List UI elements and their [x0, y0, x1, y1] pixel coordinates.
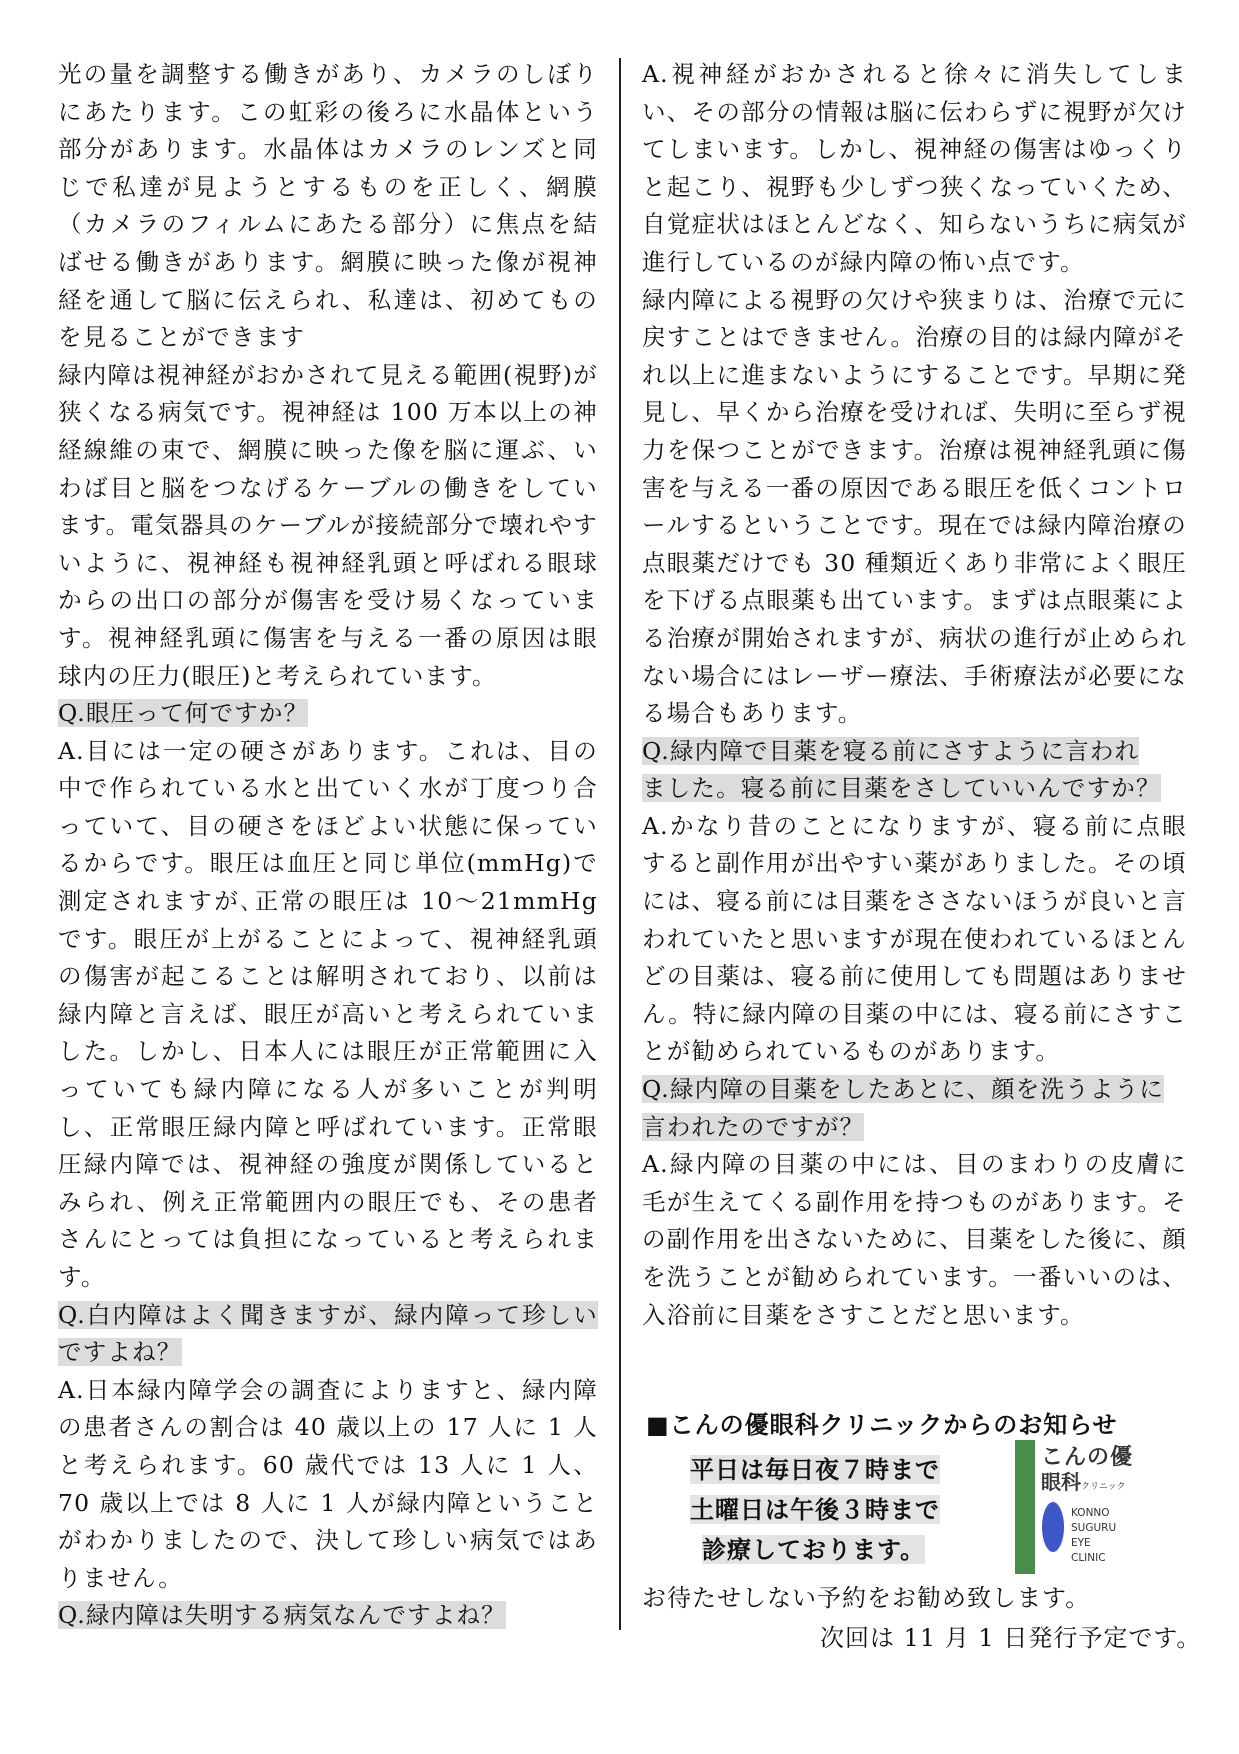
clinic-logo — [1015, 1440, 1145, 1574]
answer-wash-face: A.緑内障の目薬の中には、目のまわりの皮膚に毛が生えてくる副作用を持つものがあります。その副作用を出さないために、目薬をした後に、顔を洗うことが勧められています。一番いいのは、入浴前に目薬をさすことだと思います。 — [642, 1150, 1187, 1329]
question-text-line2: ました。寝る前に目薬をさしていいんですか？ — [642, 774, 1161, 803]
logo-blue-oval-icon — [1042, 1502, 1064, 1552]
question-glaucoma-rare — [58, 1297, 598, 1372]
hours-saturday: 土曜日は午後３時まで — [690, 1495, 940, 1524]
answer-glaucoma-rare: A.日本緑内障学会の調査によりますと、緑内障の患者さんの割合は 40 歳以上の 17 人に 1 人と考えられます。60 歳代では 13 人に 1 人、70 歳以上では 8 人に 1 人が緑内障ということがわかりましたので、決して珍しい病気ではありません。 — [58, 1375, 598, 1592]
question-text-line1: Q.緑内障の目薬をしたあとに、顔を洗うように — [642, 1075, 1164, 1104]
logo-en-line: CLINIC — [1071, 1552, 1106, 1564]
question-intraocular-pressure — [58, 695, 598, 733]
logo-eye-text: 眼科 — [1041, 1470, 1081, 1494]
next-issue-note: 次回は 11 月 1 日発行予定です。 — [820, 1624, 1202, 1652]
left-column — [58, 56, 598, 1635]
hours-note: 診療しております。 — [702, 1535, 926, 1564]
answer-bedtime-drops: A.かなり昔のことになりますが、寝る前に点眼すると副作用が出やすい薬がありました。その頃には、寝る前には目薬をささないほうが良いと言われていたと思いますが現在使われているほとんどの目薬は、寝る前に使用しても問題はありません。特に緑内障の目薬の中には、寝る前にさすことが勧められているものがあります。 — [642, 811, 1187, 1066]
logo-name-jp2 — [1041, 1466, 1125, 1495]
column-divider — [619, 58, 621, 1630]
notice-title: ■こんの優眼科クリニックからのお知らせ — [646, 1410, 1118, 1439]
logo-name-jp: こんの優 — [1041, 1445, 1134, 1470]
question-wash-face — [642, 1071, 1187, 1146]
question-text: Q.白内障はよく聞きますが、緑内障って珍しいですよね？ — [58, 1300, 598, 1367]
logo-name-en — [1071, 1506, 1116, 1566]
question-blindness — [58, 1597, 598, 1635]
logo-en-line: EYE — [1071, 1537, 1091, 1549]
question-text-line1: Q.緑内障で目薬を寝る前にさすように言われ — [642, 736, 1140, 765]
paragraph-glaucoma-definition: 緑内障は視神経がおかされて見える範囲(視野)が狭くなる病気です。視神経は 100 万本以上の神経線維の束で、網膜に映った像を脳に運ぶ、いわば目と脳をつなげるケーブルの働きをしています。電気器具のケーブルが接続部分で壊れやすいように、視神経も視神経乳頭と呼ばれる眼球からの出口の部分が傷害を受け易くなっています。視神経乳頭に傷害を与える一番の原因は眼球内の圧力(眼圧)と考えられています。 — [58, 360, 598, 690]
right-column — [642, 56, 1187, 1334]
answer-intraocular-pressure: A.目には一定の硬さがあります。これは、目の中で作られている水と出ていく水が丁度つり合っていて、目の硬さをほどよい状態に保っているからです。眼圧は血圧と同じ単位(mmHg)で測定されますが､正常の眼圧は 10～21mmHg です。眼圧が上がることによって、視神経乳頭の傷害が起こることは解明されており、以前は緑内障と言えば、眼圧が高いと考えられていました。しかし、日本人には眼圧が正常範囲に入っていても緑内障になる人が多いことが判明し、正常眼圧緑内障と呼ばれています。正常眼圧緑内障では、視神経の強度が関係しているとみられ、例え正常範囲内の眼圧でも、その患者さんにとっては負担になっていると考えられます。 — [58, 736, 598, 1291]
reservation-note: お待たせしない予約をお勧め致します。 — [642, 1584, 1091, 1612]
answer-blindness: A.視神経がおかされると徐々に消失してしまい、その部分の情報は脳に伝わらずに視野が欠けてしまいます。しかし、視神経の傷害はゆっくりと起こり、視野も少しずつ狭くなっていくため、自覚症状はほとんどなく、知らないうちに病気が進行しているのが緑内障の怖い点です。 — [642, 60, 1187, 276]
question-text: Q.眼圧って何ですか？ — [58, 699, 309, 728]
logo-en-line: SUGURU — [1071, 1522, 1117, 1534]
logo-clinic-text: クリニック — [1081, 1482, 1126, 1492]
question-bedtime-drops — [642, 733, 1187, 808]
question-text-line2: 言われたのですが？ — [642, 1112, 865, 1141]
paragraph-treatment: 緑内障による視野の欠けや狭まりは、治療で元に戻すことはできません。治療の目的は緑内障がそれ以上に進まないようにすることです。早期に発見し、早くから治療を受ければ、失明に至らず視力を保つことができます。治療は視神経乳頭に傷害を与える一番の原因である眼圧を低くコントロールするということです。現在では緑内障治療の点眼薬だけでも 30 種類近くあり非常によく眼圧を下げる点眼薬も出ています。まずは点眼薬による治療が開始されますが、病状の進行が止められない場合にはレーザー療法、手術療法が必要になる場合もあります。 — [642, 285, 1187, 728]
hours-weekday: 平日は毎日夜７時まで — [690, 1455, 940, 1484]
paragraph-iris: 光の量を調整する働きがあり、カメラのしぼりにあたります。この虹彩の後ろに水晶体という部分があります。水晶体はカメラのレンズと同じで私達が見ようとするものを正しく、網膜（カメラのフィルムにあたる部分）に焦点を結ばせる働きがあります。網膜に映った像が視神経を通して脳に伝えられ、私達は、初めてものを見ることができます — [58, 60, 598, 352]
logo-green-bar — [1015, 1440, 1035, 1574]
question-text: Q.緑内障は失明する病気なんですよね？ — [58, 1601, 506, 1630]
clinic-hours — [690, 1450, 940, 1570]
logo-en-line: KONNO — [1071, 1507, 1110, 1519]
